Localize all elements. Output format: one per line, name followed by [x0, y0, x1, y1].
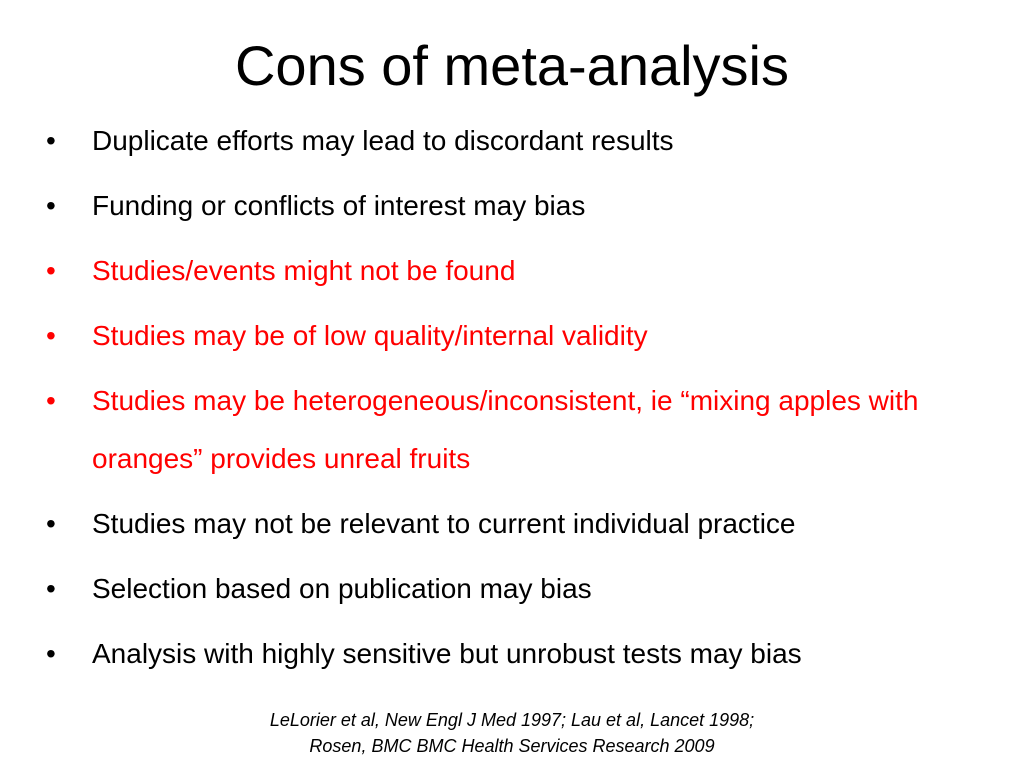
bullet-item: [42, 372, 1002, 488]
bullet-text: Funding or conflicts of interest may bias: [92, 190, 586, 221]
bullet-dot-icon: •: [46, 573, 56, 604]
bullet-dot-icon: •: [46, 125, 56, 156]
bullet-item: [42, 560, 1002, 618]
bullet-text: Studies may be heterogeneous/inconsistent, ie “mixing apples with oranges” provides unreal fruits: [92, 385, 919, 474]
bullet-item: [42, 307, 1002, 365]
bullet-text: Selection based on publication may bias: [92, 573, 592, 604]
bullet-item: [42, 625, 1002, 683]
bullet-text: Studies may be of low quality/internal validity: [92, 320, 648, 351]
bullet-dot-icon: •: [46, 255, 56, 286]
bullet-text: Studies/events might not be found: [92, 255, 516, 286]
bullet-dot-icon: •: [46, 508, 56, 539]
bullet-text: Analysis with highly sensitive but unrobust tests may bias: [92, 638, 802, 669]
citation-line: Rosen, BMC BMC Health Services Research 2009: [309, 736, 715, 756]
bullet-dot-icon: •: [46, 190, 56, 221]
bullet-item: [42, 177, 1002, 235]
bullet-text: Duplicate efforts may lead to discordant results: [92, 125, 674, 156]
slide-title: Cons of meta-analysis: [234, 34, 789, 97]
bullet-item: [42, 495, 1002, 553]
citation: [0, 707, 1024, 759]
bullet-dot-icon: •: [46, 638, 56, 669]
bullet-item: [42, 242, 1002, 300]
citation-line: LeLorier et al, New Engl J Med 1997; Lau et al, Lancet 1998;: [269, 710, 755, 730]
bullet-dot-icon: •: [46, 385, 56, 416]
bullet-text: Studies may not be relevant to current individual practice: [92, 508, 796, 539]
bullet-dot-icon: •: [46, 320, 56, 351]
bullet-item: [42, 112, 1002, 170]
bullet-list: [42, 112, 1002, 690]
